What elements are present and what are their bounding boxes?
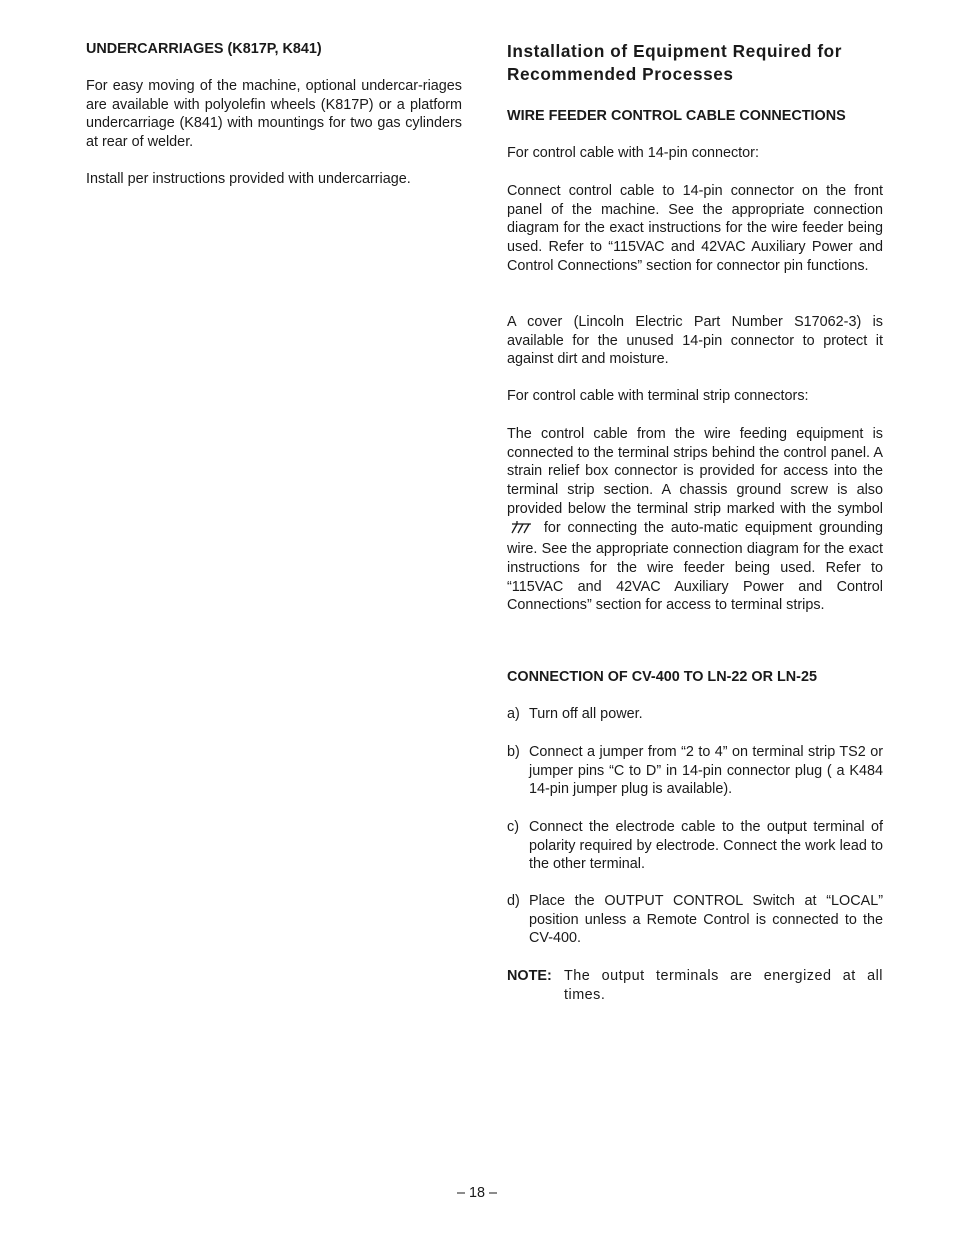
step-a-label: a) <box>507 706 520 722</box>
step-c <box>507 818 883 874</box>
wire-feeder-heading: WIRE FEEDER CONTROL CABLE CONNECTIONS <box>507 108 846 124</box>
step-c-text: Connect the electrode cable to the output terminal of polarity required by electrode. Connect the work lead to the other terminal. <box>529 819 883 873</box>
undercarriages-install-note: Install per instructions provided with undercarriage. <box>86 171 411 187</box>
chassis-ground-icon <box>509 521 535 541</box>
step-b <box>507 743 883 799</box>
undercarriages-heading: UNDERCARRIAGES (K817P, K841) <box>86 41 322 57</box>
step-a-text: Turn off all power. <box>529 706 643 722</box>
14pin-intro: For control cable with 14-pin connector: <box>507 145 759 161</box>
step-d <box>507 892 883 948</box>
note-text: The output terminals are energized at all times. <box>564 968 883 1003</box>
undercarriages-paragraph: For easy moving of the machine, optional undercar-riages are available with polyolefin wheels (K817P) or a platform undercarriage (K841) with mountings for two gas cylinders at rear of welder. <box>86 78 462 151</box>
step-a <box>507 705 883 724</box>
terminal-strip-text-a: The control cable from the wire feeding equipment is connected to the terminal strips behind the control panel. A strain relief box connector is provided for access into the terminal strip section. A chassis ground screw is also provided below the terminal strip marked with the symbol <box>507 426 883 517</box>
terminal-strip-paragraph <box>507 425 883 615</box>
page-number: – 18 – <box>456 1185 497 1201</box>
cover-paragraph: A cover (Lincoln Electric Part Number S17062-3) is available for the unused 14-pin connector to protect it against dirt and moisture. <box>507 314 883 368</box>
cv400-heading: CONNECTION OF CV-400 TO LN-22 OR LN-25 <box>507 669 817 685</box>
step-b-text: Connect a jumper from “2 to 4” on terminal strip TS2 or jumper pins “C to D” in 14-pin connector plug ( a K484 14-pin jumper plug is available). <box>529 744 883 798</box>
step-b-label: b) <box>507 744 520 760</box>
14pin-connect-paragraph: Connect control cable to 14-pin connector on the front panel of the machine. See the appropriate connection diagram for the exact instructions for the wire feeder being used. Refer to “115VAC and 42VAC Auxiliary Power and Control Connections” section for connector pin functions. <box>507 183 883 274</box>
note-label: NOTE: <box>507 968 552 984</box>
output-note <box>507 967 883 1004</box>
terminal-strip-text-b: for connecting the auto-matic equipment grounding wire. See the appropriate connection diagram for the exact instructions for the wire feeder being used. Refer to “115VAC and 42VAC Auxiliary Power and Control Connections” section for access to terminal strips. <box>507 519 884 614</box>
step-d-text: Place the OUTPUT CONTROL Switch at “LOCAL” position unless a Remote Control is connected to the CV-400. <box>529 893 883 947</box>
terminal-strip-intro: For control cable with terminal strip connectors: <box>507 388 809 404</box>
step-c-label: c) <box>507 819 519 835</box>
section-title: Installation of Equipment Required for Recommended Processes <box>507 41 843 84</box>
step-d-label: d) <box>507 893 520 909</box>
